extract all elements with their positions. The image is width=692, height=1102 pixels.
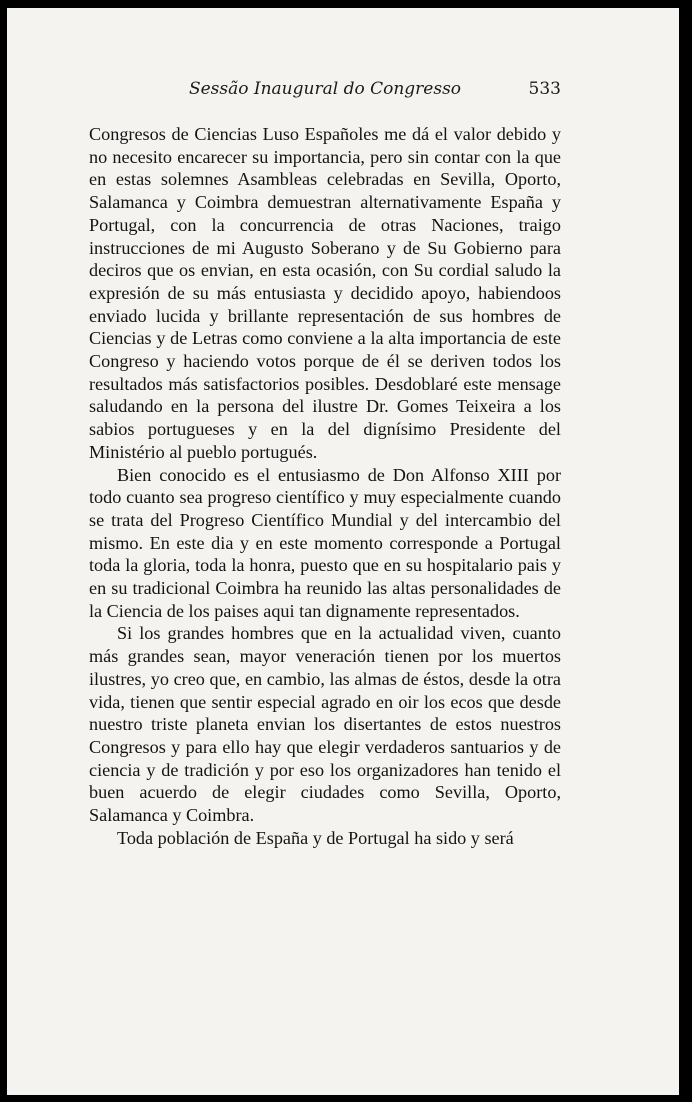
book-page [7,8,679,1095]
paragraph: Si los grandes hombres que en la actualidad viven, cuanto más grandes sean, mayor veneración tienen por los muertos ilustres, yo creo que, en cambio, las almas de éstos, desde la otra vida, tienen que sentir especial agrado en oir los ecos que desde nuestro triste planeta envian los disertantes de estos nuestros Congresos y para ello hay que elegir verdaderos santuarios y de ciencia y de tradición y por eso los organizadores han tenido el buen acuerdo de elegir ciudades como Sevilla, Oporto, Salamanca y Coimbra. [89,623,561,826]
paragraph: Toda población de España y de Portugal ha sido y será [117,827,514,848]
body-text [89,123,561,850]
running-title: Sessão Inaugural do Congresso [188,79,462,99]
paragraph: Congresos de Ciencias Luso Españoles me dá el valor debido y no necesito encarecer su importancia, pero sin contar con la que en estas solemnes Asambleas celebradas en Sevilla, Oporto, Salamanca y Coimbra demuestran alternativamente España y Portugal, con la concurrencia de otras Naciones, traigo instrucciones de mi Augusto Soberano y de Su Gobierno para deciros que os envian, en esta ocasión, con Su cordial saludo la expresión de su más entusiasta y decidido apoyo, habiendoos enviado lucida y brillante representación de sus hombres de Ciencias y de Letras como conviene a la alta importancia de este Congreso y haciendo votos porque de él se deriven todos los resultados más satisfactorios posibles. Desdoblaré este mensage saludando en la persona del ilustre Dr. Gomes Teixeira a los sabios portugueses y en la del dignísimo Presidente del Ministério al pueblo portugués. [89,124,561,462]
running-head [89,76,561,106]
paragraph: Bien conocido es el entusiasmo de Don Alfonso XIII por todo cuanto sea progreso científico y muy especialmente cuando se trata del Progreso Científico Mundial y del intercambio del mismo. En este dia y en este momento corresponde a Portugal toda la gloria, toda la honra, puesto que en su hospitalario pais y en su tradicional Coimbra ha reunido las altas personalidades de la Ciencia de los paises aqui tan dignamente representados. [89,464,561,621]
page-number: 533 [528,79,561,99]
